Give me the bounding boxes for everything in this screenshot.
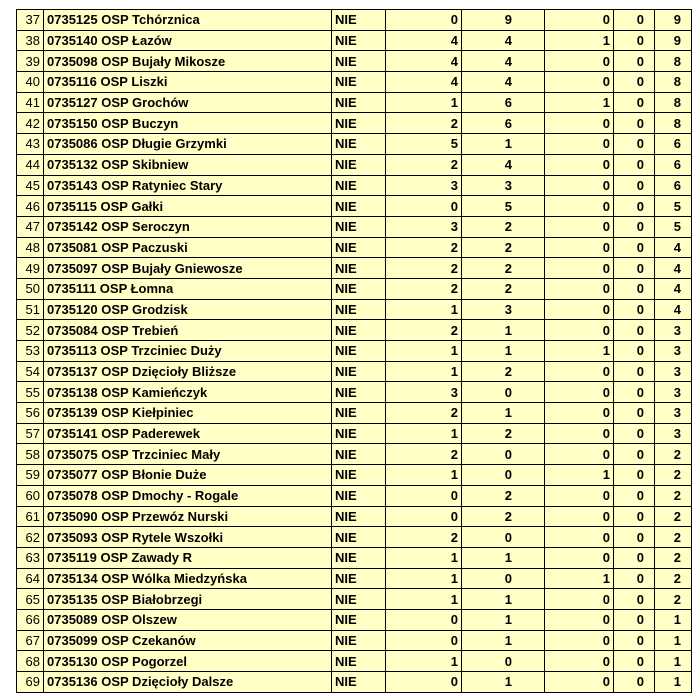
row-number-cell: 46 [17, 196, 44, 217]
table-row [17, 196, 692, 217]
count-b-cell: 2 [462, 485, 545, 506]
count-d-cell: 0 [614, 465, 655, 486]
count-d-cell: 0 [614, 382, 655, 403]
count-d-cell: 0 [614, 154, 655, 175]
count-c-cell: 0 [545, 51, 614, 72]
count-a-cell: 5 [386, 134, 462, 155]
count-c-cell: 0 [545, 72, 614, 93]
row-number-cell: 56 [17, 403, 44, 424]
count-c-cell: 0 [545, 258, 614, 279]
count-c-cell: 0 [545, 113, 614, 134]
total-cell: 3 [655, 320, 692, 341]
count-b-cell: 0 [462, 444, 545, 465]
table-row [17, 403, 692, 424]
count-d-cell: 0 [614, 216, 655, 237]
count-d-cell: 0 [614, 527, 655, 548]
unit-name-cell: 0735115 OSP Gałki [44, 196, 332, 217]
count-b-cell: 2 [462, 506, 545, 527]
count-a-cell: 0 [386, 630, 462, 651]
total-cell: 4 [655, 258, 692, 279]
row-number-cell: 59 [17, 465, 44, 486]
total-cell: 8 [655, 113, 692, 134]
count-b-cell: 6 [462, 92, 545, 113]
count-b-cell: 1 [462, 320, 545, 341]
count-c-cell: 0 [545, 506, 614, 527]
count-a-cell: 1 [386, 341, 462, 362]
unit-name-cell: 0735125 OSP Tchórznica [44, 10, 332, 31]
count-c-cell: 0 [545, 10, 614, 31]
total-cell: 6 [655, 175, 692, 196]
row-number-cell: 38 [17, 30, 44, 51]
row-number-cell: 45 [17, 175, 44, 196]
count-c-cell: 0 [545, 299, 614, 320]
count-d-cell: 0 [614, 568, 655, 589]
count-d-cell: 0 [614, 630, 655, 651]
flag-cell: NIE [332, 506, 386, 527]
total-cell: 8 [655, 72, 692, 93]
count-a-cell: 2 [386, 403, 462, 424]
count-b-cell: 6 [462, 113, 545, 134]
unit-name-cell: 0735084 OSP Trebień [44, 320, 332, 341]
total-cell: 2 [655, 465, 692, 486]
flag-cell: NIE [332, 154, 386, 175]
row-number-cell: 44 [17, 154, 44, 175]
flag-cell: NIE [332, 444, 386, 465]
table-row [17, 299, 692, 320]
table-row [17, 382, 692, 403]
flag-cell: NIE [332, 196, 386, 217]
count-b-cell: 1 [462, 609, 545, 630]
table-row [17, 547, 692, 568]
count-d-cell: 0 [614, 423, 655, 444]
count-b-cell: 1 [462, 341, 545, 362]
flag-cell: NIE [332, 341, 386, 362]
flag-cell: NIE [332, 10, 386, 31]
table-row [17, 465, 692, 486]
count-a-cell: 0 [386, 672, 462, 693]
table-row [17, 341, 692, 362]
unit-name-cell: 0735141 OSP Paderewek [44, 423, 332, 444]
count-c-cell: 0 [545, 527, 614, 548]
row-number-cell: 58 [17, 444, 44, 465]
unit-name-cell: 0735078 OSP Dmochy - Rogale [44, 485, 332, 506]
unit-name-cell: 0735135 OSP Białobrzegi [44, 589, 332, 610]
flag-cell: NIE [332, 423, 386, 444]
total-cell: 3 [655, 403, 692, 424]
count-d-cell: 0 [614, 609, 655, 630]
count-b-cell: 4 [462, 72, 545, 93]
flag-cell: NIE [332, 547, 386, 568]
unit-name-cell: 0735137 OSP Dzięcioły Bliższe [44, 361, 332, 382]
flag-cell: NIE [332, 651, 386, 672]
count-a-cell: 1 [386, 547, 462, 568]
count-a-cell: 1 [386, 465, 462, 486]
table-row [17, 175, 692, 196]
flag-cell: NIE [332, 258, 386, 279]
count-c-cell: 0 [545, 237, 614, 258]
count-a-cell: 1 [386, 361, 462, 382]
unit-name-cell: 0735132 OSP Skibniew [44, 154, 332, 175]
total-cell: 2 [655, 547, 692, 568]
table-row [17, 361, 692, 382]
count-c-cell: 0 [545, 216, 614, 237]
row-number-cell: 40 [17, 72, 44, 93]
count-c-cell: 1 [545, 341, 614, 362]
count-b-cell: 1 [462, 134, 545, 155]
count-b-cell: 1 [462, 630, 545, 651]
unit-name-cell: 0735138 OSP Kamieńczyk [44, 382, 332, 403]
total-cell: 2 [655, 527, 692, 548]
table-row [17, 485, 692, 506]
count-a-cell: 2 [386, 444, 462, 465]
count-a-cell: 2 [386, 154, 462, 175]
count-c-cell: 0 [545, 154, 614, 175]
count-d-cell: 0 [614, 672, 655, 693]
count-a-cell: 3 [386, 382, 462, 403]
count-b-cell: 3 [462, 175, 545, 196]
flag-cell: NIE [332, 278, 386, 299]
count-c-cell: 0 [545, 589, 614, 610]
count-c-cell: 0 [545, 672, 614, 693]
count-b-cell: 0 [462, 651, 545, 672]
unit-name-cell: 0735127 OSP Grochów [44, 92, 332, 113]
count-b-cell: 2 [462, 423, 545, 444]
flag-cell: NIE [332, 382, 386, 403]
unit-name-cell: 0735098 OSP Bujały Mikosze [44, 51, 332, 72]
count-c-cell: 1 [545, 30, 614, 51]
row-number-cell: 54 [17, 361, 44, 382]
unit-name-cell: 0735111 OSP Łomna [44, 278, 332, 299]
count-c-cell: 0 [545, 196, 614, 217]
count-a-cell: 1 [386, 92, 462, 113]
unit-name-cell: 0735089 OSP Olszew [44, 609, 332, 630]
unit-name-cell: 0735099 OSP Czekanów [44, 630, 332, 651]
flag-cell: NIE [332, 92, 386, 113]
count-d-cell: 0 [614, 92, 655, 113]
table-row [17, 651, 692, 672]
unit-name-cell: 0735086 OSP Długie Grzymki [44, 134, 332, 155]
total-cell: 2 [655, 444, 692, 465]
count-d-cell: 0 [614, 299, 655, 320]
total-cell: 9 [655, 10, 692, 31]
count-a-cell: 1 [386, 568, 462, 589]
count-a-cell: 4 [386, 72, 462, 93]
count-d-cell: 0 [614, 361, 655, 382]
table-row [17, 630, 692, 651]
count-a-cell: 2 [386, 527, 462, 548]
table-row [17, 609, 692, 630]
count-a-cell: 3 [386, 175, 462, 196]
table-row [17, 92, 692, 113]
row-number-cell: 66 [17, 609, 44, 630]
row-number-cell: 52 [17, 320, 44, 341]
table-row [17, 444, 692, 465]
table-row [17, 51, 692, 72]
flag-cell: NIE [332, 72, 386, 93]
table-row [17, 672, 692, 693]
count-c-cell: 1 [545, 92, 614, 113]
unit-name-cell: 0735097 OSP Bujały Gniewosze [44, 258, 332, 279]
total-cell: 5 [655, 196, 692, 217]
count-d-cell: 0 [614, 237, 655, 258]
count-c-cell: 0 [545, 444, 614, 465]
total-cell: 6 [655, 134, 692, 155]
total-cell: 4 [655, 299, 692, 320]
count-b-cell: 1 [462, 589, 545, 610]
unit-name-cell: 0735134 OSP Wólka Miedzyńska [44, 568, 332, 589]
row-number-cell: 39 [17, 51, 44, 72]
flag-cell: NIE [332, 361, 386, 382]
flag-cell: NIE [332, 568, 386, 589]
count-d-cell: 0 [614, 113, 655, 134]
unit-name-cell: 0735090 OSP Przewóz Nurski [44, 506, 332, 527]
flag-cell: NIE [332, 216, 386, 237]
count-b-cell: 2 [462, 216, 545, 237]
count-c-cell: 0 [545, 175, 614, 196]
row-number-cell: 49 [17, 258, 44, 279]
table-row [17, 237, 692, 258]
count-c-cell: 0 [545, 423, 614, 444]
count-d-cell: 0 [614, 444, 655, 465]
count-a-cell: 2 [386, 113, 462, 134]
table-row [17, 154, 692, 175]
unit-name-cell: 0735113 OSP Trzciniec Duży [44, 341, 332, 362]
table-row [17, 589, 692, 610]
row-number-cell: 69 [17, 672, 44, 693]
count-d-cell: 0 [614, 134, 655, 155]
count-d-cell: 0 [614, 258, 655, 279]
total-cell: 4 [655, 278, 692, 299]
count-d-cell: 0 [614, 278, 655, 299]
count-d-cell: 0 [614, 506, 655, 527]
count-d-cell: 0 [614, 72, 655, 93]
total-cell: 2 [655, 485, 692, 506]
table-row [17, 568, 692, 589]
count-c-cell: 0 [545, 651, 614, 672]
count-d-cell: 0 [614, 547, 655, 568]
count-c-cell: 0 [545, 485, 614, 506]
count-a-cell: 0 [386, 196, 462, 217]
count-a-cell: 1 [386, 589, 462, 610]
flag-cell: NIE [332, 527, 386, 548]
count-d-cell: 0 [614, 651, 655, 672]
count-b-cell: 2 [462, 237, 545, 258]
flag-cell: NIE [332, 113, 386, 134]
count-a-cell: 2 [386, 278, 462, 299]
count-d-cell: 0 [614, 403, 655, 424]
count-d-cell: 0 [614, 485, 655, 506]
table-row [17, 258, 692, 279]
flag-cell: NIE [332, 30, 386, 51]
unit-name-cell: 0735077 OSP Błonie Duże [44, 465, 332, 486]
count-c-cell: 0 [545, 134, 614, 155]
count-b-cell: 4 [462, 51, 545, 72]
count-b-cell: 2 [462, 361, 545, 382]
table-row [17, 278, 692, 299]
count-a-cell: 1 [386, 651, 462, 672]
table-row [17, 72, 692, 93]
row-number-cell: 57 [17, 423, 44, 444]
unit-name-cell: 0735140 OSP Łazów [44, 30, 332, 51]
count-c-cell: 0 [545, 547, 614, 568]
row-number-cell: 61 [17, 506, 44, 527]
total-cell: 3 [655, 361, 692, 382]
flag-cell: NIE [332, 465, 386, 486]
unit-name-cell: 0735120 OSP Grodzisk [44, 299, 332, 320]
total-cell: 3 [655, 423, 692, 444]
count-d-cell: 0 [614, 320, 655, 341]
row-number-cell: 55 [17, 382, 44, 403]
flag-cell: NIE [332, 485, 386, 506]
count-a-cell: 4 [386, 30, 462, 51]
row-number-cell: 68 [17, 651, 44, 672]
total-cell: 2 [655, 568, 692, 589]
count-b-cell: 0 [462, 568, 545, 589]
count-b-cell: 0 [462, 382, 545, 403]
count-c-cell: 1 [545, 465, 614, 486]
unit-name-cell: 0735150 OSP Buczyn [44, 113, 332, 134]
row-number-cell: 48 [17, 237, 44, 258]
flag-cell: NIE [332, 237, 386, 258]
unit-name-cell: 0735075 OSP Trzciniec Mały [44, 444, 332, 465]
unit-name-cell: 0735119 OSP Zawady R [44, 547, 332, 568]
count-c-cell: 0 [545, 609, 614, 630]
flag-cell: NIE [332, 320, 386, 341]
count-d-cell: 0 [614, 341, 655, 362]
count-d-cell: 0 [614, 589, 655, 610]
flag-cell: NIE [332, 403, 386, 424]
count-c-cell: 0 [545, 403, 614, 424]
row-number-cell: 53 [17, 341, 44, 362]
total-cell: 8 [655, 92, 692, 113]
unit-name-cell: 0735081 OSP Paczuski [44, 237, 332, 258]
row-number-cell: 63 [17, 547, 44, 568]
total-cell: 1 [655, 630, 692, 651]
count-a-cell: 1 [386, 299, 462, 320]
unit-name-cell: 0735130 OSP Pogorzel [44, 651, 332, 672]
unit-name-cell: 0735139 OSP Kiełpiniec [44, 403, 332, 424]
count-b-cell: 4 [462, 30, 545, 51]
count-d-cell: 0 [614, 196, 655, 217]
row-number-cell: 43 [17, 134, 44, 155]
row-number-cell: 37 [17, 10, 44, 31]
count-a-cell: 1 [386, 423, 462, 444]
table-row [17, 113, 692, 134]
flag-cell: NIE [332, 630, 386, 651]
count-b-cell: 3 [462, 299, 545, 320]
total-cell: 4 [655, 237, 692, 258]
table-body [17, 10, 692, 693]
total-cell: 2 [655, 589, 692, 610]
flag-cell: NIE [332, 51, 386, 72]
row-number-cell: 64 [17, 568, 44, 589]
count-c-cell: 0 [545, 361, 614, 382]
flag-cell: NIE [332, 672, 386, 693]
total-cell: 3 [655, 341, 692, 362]
count-c-cell: 0 [545, 382, 614, 403]
total-cell: 2 [655, 506, 692, 527]
flag-cell: NIE [332, 134, 386, 155]
table-row [17, 134, 692, 155]
count-b-cell: 1 [462, 547, 545, 568]
count-d-cell: 0 [614, 175, 655, 196]
count-a-cell: 2 [386, 320, 462, 341]
count-b-cell: 5 [462, 196, 545, 217]
total-cell: 6 [655, 154, 692, 175]
table-row [17, 216, 692, 237]
row-number-cell: 60 [17, 485, 44, 506]
row-number-cell: 62 [17, 527, 44, 548]
count-a-cell: 2 [386, 258, 462, 279]
count-c-cell: 1 [545, 568, 614, 589]
row-number-cell: 65 [17, 589, 44, 610]
row-number-cell: 51 [17, 299, 44, 320]
count-d-cell: 0 [614, 30, 655, 51]
total-cell: 1 [655, 672, 692, 693]
unit-name-cell: 0735142 OSP Seroczyn [44, 216, 332, 237]
table-row [17, 527, 692, 548]
count-a-cell: 0 [386, 609, 462, 630]
table-row [17, 506, 692, 527]
row-number-cell: 42 [17, 113, 44, 134]
table-row [17, 30, 692, 51]
flag-cell: NIE [332, 299, 386, 320]
row-number-cell: 67 [17, 630, 44, 651]
unit-name-cell: 0735093 OSP Rytele Wszołki [44, 527, 332, 548]
table-row [17, 423, 692, 444]
table-row [17, 10, 692, 31]
count-a-cell: 3 [386, 216, 462, 237]
count-a-cell: 4 [386, 51, 462, 72]
total-cell: 5 [655, 216, 692, 237]
total-cell: 1 [655, 609, 692, 630]
count-b-cell: 2 [462, 278, 545, 299]
count-a-cell: 0 [386, 506, 462, 527]
count-b-cell: 0 [462, 465, 545, 486]
total-cell: 3 [655, 382, 692, 403]
row-number-cell: 50 [17, 278, 44, 299]
flag-cell: NIE [332, 175, 386, 196]
count-c-cell: 0 [545, 278, 614, 299]
count-b-cell: 1 [462, 672, 545, 693]
count-a-cell: 2 [386, 237, 462, 258]
count-b-cell: 9 [462, 10, 545, 31]
flag-cell: NIE [332, 609, 386, 630]
total-cell: 1 [655, 651, 692, 672]
osp-table [16, 9, 692, 693]
flag-cell: NIE [332, 589, 386, 610]
count-c-cell: 0 [545, 630, 614, 651]
total-cell: 8 [655, 51, 692, 72]
table-row [17, 320, 692, 341]
count-b-cell: 2 [462, 258, 545, 279]
count-d-cell: 0 [614, 51, 655, 72]
row-number-cell: 41 [17, 92, 44, 113]
count-c-cell: 0 [545, 320, 614, 341]
count-a-cell: 0 [386, 10, 462, 31]
count-a-cell: 0 [386, 485, 462, 506]
unit-name-cell: 0735143 OSP Ratyniec Stary [44, 175, 332, 196]
count-b-cell: 4 [462, 154, 545, 175]
count-b-cell: 0 [462, 527, 545, 548]
unit-name-cell: 0735136 OSP Dzięcioły Dalsze [44, 672, 332, 693]
total-cell: 9 [655, 30, 692, 51]
count-b-cell: 1 [462, 403, 545, 424]
unit-name-cell: 0735116 OSP Liszki [44, 72, 332, 93]
row-number-cell: 47 [17, 216, 44, 237]
count-d-cell: 0 [614, 10, 655, 31]
